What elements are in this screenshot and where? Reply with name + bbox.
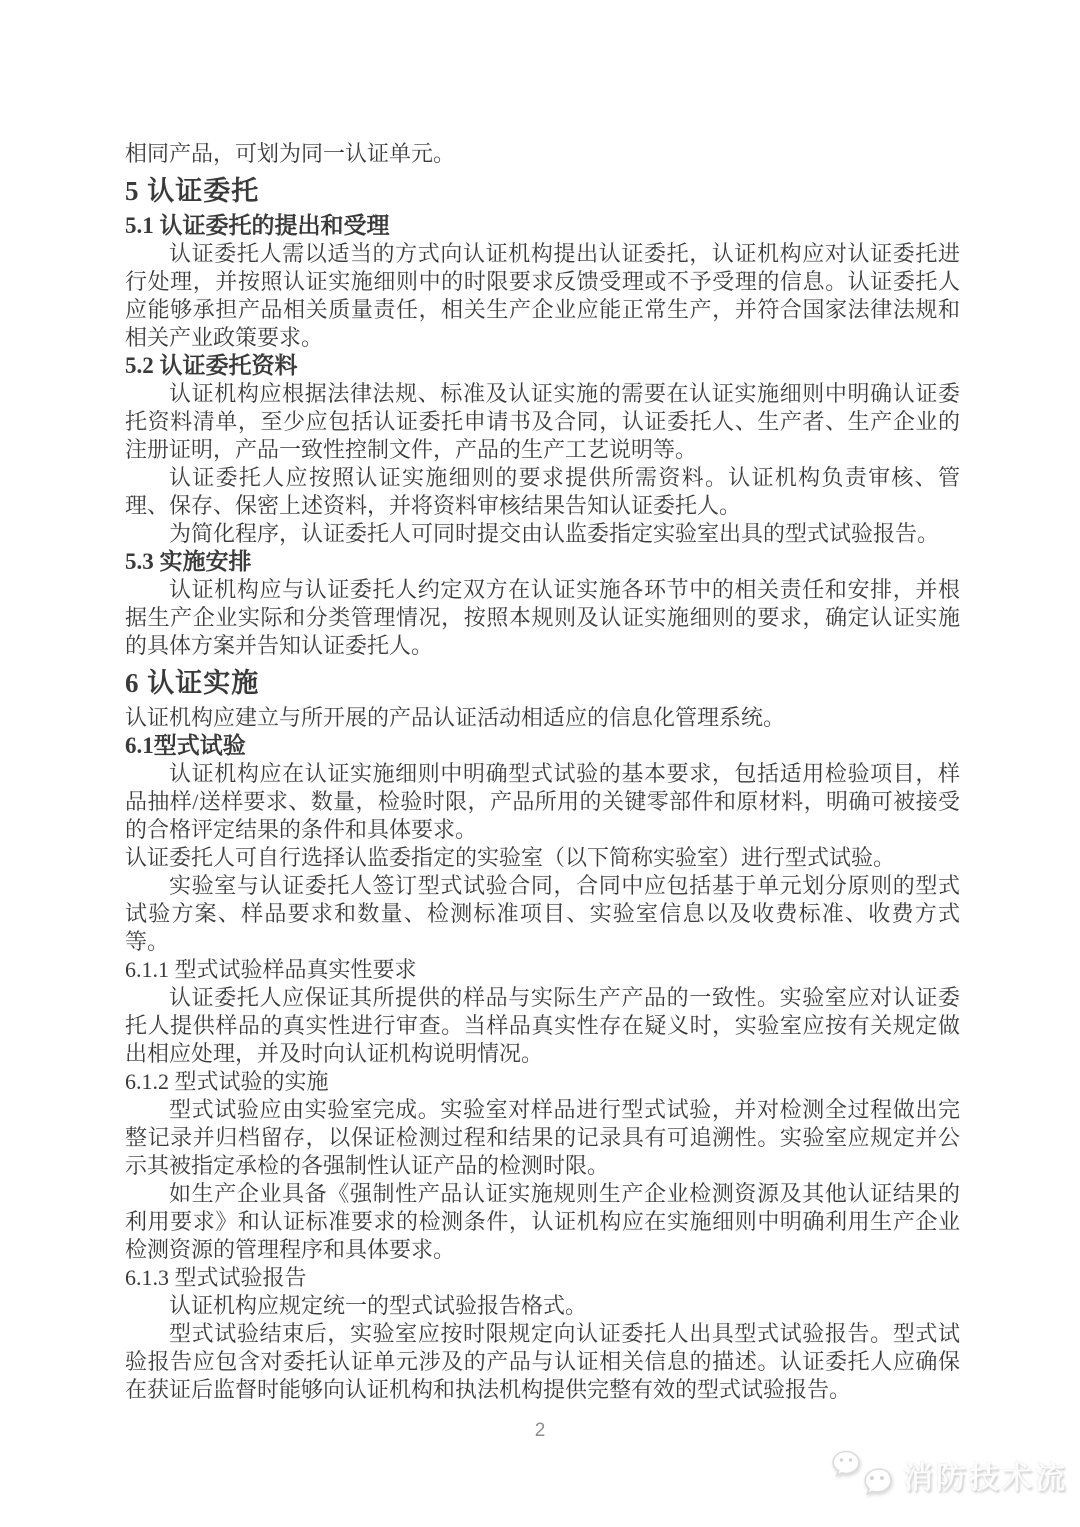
page-number: 2 — [534, 1420, 546, 1441]
section-heading: 5 认证委托 — [125, 176, 260, 206]
paragraph: 认证委托人应保证其所提供的样品与实际生产产品的一致性。实验室应对认证委托人提供样品的真实性进行审查。当样品真实性存在疑义时，实验室应按有关规定做出相应处理，并及时向认证机构说明情况。 — [125, 985, 960, 1066]
section-heading: 6.1型式试验 — [125, 733, 246, 758]
paragraph: 认证委托人可自行选择认监委指定的实验室（以下简称实验室）进行型式试验。 — [125, 845, 896, 870]
section-heading: 6.1.1 型式试验样品真实性要求 — [125, 957, 417, 982]
section-heading: 5.3 实施安排 — [125, 549, 252, 574]
paragraph: 认证机构应与认证委托人约定双方在认证实施各环节中的相关责任和安排，并根据生产企业实际和分类管理情况，按照本规则及认证实施细则的要求，确定认证实施的具体方案并告知认证委托人。 — [125, 577, 960, 658]
paragraph: 认证委托人应按照认证实施细则的要求提供所需资料。认证机构负责审核、管理、保存、保密上述资料，并将资料审核结果告知认证委托人。 — [125, 465, 960, 518]
paragraph: 实验室与认证委托人签订型式试验合同，合同中应包括基于单元划分原则的型式试验方案、样品要求和数量、检测标准项目、实验室信息以及收费标准、收费方式等。 — [125, 873, 960, 954]
paragraph: 如生产企业具备《强制性产品认证实施规则生产企业检测资源及其他认证结果的利用要求》和认证标准要求的检测条件，认证机构应在实施细则中明确利用生产企业检测资源的管理程序和具体要求。 — [125, 1181, 960, 1262]
wechat-icon — [831, 1448, 895, 1502]
section-heading: 6.1.2 型式试验的实施 — [125, 1069, 329, 1094]
section-heading: 5.2 认证委托资料 — [125, 353, 298, 378]
paragraph: 型式试验结束后，实验室应按时限规定向认证委托人出具型式试验报告。型式试验报告应包含对委托认证单元涉及的产品与认证相关信息的描述。认证委托人应确保在获证后监督时能够向认证机构和执法机构提供完整有效的型式试验报告。 — [125, 1321, 960, 1402]
section-heading: 6 认证实施 — [125, 668, 260, 698]
section-heading: 5.1 认证委托的提出和受理 — [125, 213, 390, 238]
paragraph: 认证机构应在认证实施细则中明确型式试验的基本要求，包括适用检验项目，样品抽样/送样要求、数量，检验时限，产品所用的关键零部件和原材料，明确可被接受的合格评定结果的条件和具体要求。 — [125, 761, 960, 842]
watermark-label: 消防技术流 — [903, 1462, 1068, 1495]
paragraph: 认证机构应规定统一的型式试验报告格式。 — [169, 1293, 588, 1318]
section-heading: 6.1.3 型式试验报告 — [125, 1265, 307, 1290]
paragraph: 相同产品，可划为同一认证单元。 — [125, 141, 456, 166]
watermark — [831, 1448, 1068, 1502]
paragraph: 认证机构应建立与所开展的产品认证活动相适应的信息化管理系统。 — [125, 705, 786, 730]
paragraph: 认证机构应根据法律法规、标准及认证实施的需要在认证实施细则中明确认证委托资料清单，至少应包括认证委托申请书及合同，认证委托人、生产者、生产企业的注册证明，产品一致性控制文件，产品的生产工艺说明等。 — [125, 381, 960, 462]
paragraph: 为简化程序，认证委托人可同时提交由认监委指定实验室出具的型式试验报告。 — [169, 521, 940, 546]
paragraph: 认证委托人需以适当的方式向认证机构提出认证委托，认证机构应对认证委托进行处理，并按照认证实施细则中的时限要求反馈受理或不予受理的信息。认证委托人应能够承担产品相关质量责任，相关生产企业应能正常生产，并符合国家法律法规和相关产业政策要求。 — [125, 241, 960, 350]
paragraph: 型式试验应由实验室完成。实验室对样品进行型式试验，并对检测全过程做出完整记录并归档留存，以保证检测过程和结果的记录具有可追溯性。实验室应规定并公示其被指定承检的各强制性认证产品的检测时限。 — [125, 1097, 960, 1178]
